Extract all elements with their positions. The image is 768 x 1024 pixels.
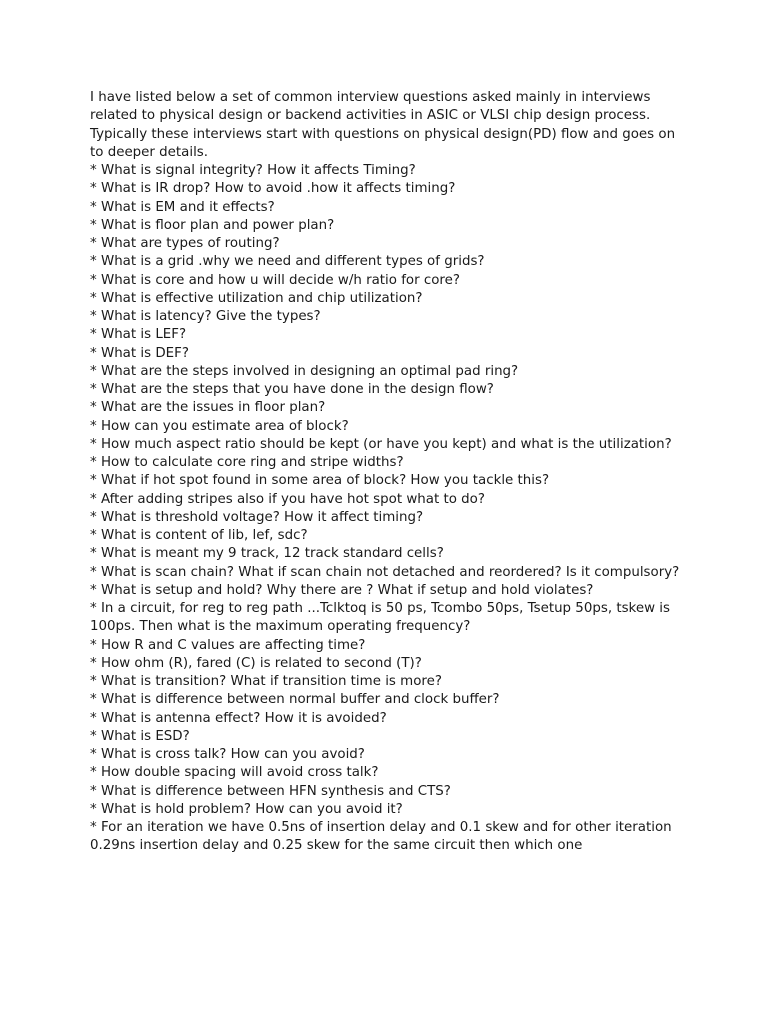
list-item: * What are types of routing? [90, 236, 280, 251]
list-item: * What is cross talk? How can you avoid? [90, 747, 365, 762]
list-item: * How can you estimate area of block? [90, 418, 349, 434]
list-item: * What is difference between normal buffer and clock buffer? [90, 692, 500, 708]
list-item: * What is antenna effect? How it is avoided? [90, 710, 387, 726]
list-item: * What is threshold voltage? How it affect timing? [90, 509, 424, 525]
list-item: * What is content of lib, lef, sdc? [90, 528, 308, 543]
list-item: * What is EM and it effects? [90, 199, 275, 215]
list-item: * What are the steps that you have done in the design flow? [90, 382, 494, 397]
list-item: * After adding stripes also if you have hot spot what to do? [90, 491, 485, 507]
list-item: * What is ESD? [90, 728, 190, 744]
list-item: * What is latency? Give the types? [90, 309, 321, 324]
list-item: * What is setup and hold? Why there are ? What if setup and hold violates? [90, 582, 594, 598]
list-item: * What is transition? What if transition time is more? [90, 674, 442, 689]
list-item: * How to calculate core ring and stripe widths? [90, 455, 404, 470]
list-item: * What if hot spot found in some area of block? How you tackle this? [90, 473, 550, 489]
question-list [90, 162, 690, 856]
list-item: * How much aspect ratio should be kept (or have you kept) and what is the utilization? [90, 436, 672, 452]
list-item: * What is hold problem? How can you avoid it? [90, 801, 403, 817]
list-item: * What are the steps involved in designing an optimal pad ring? [90, 363, 519, 379]
list-item: * What is LEF? [90, 327, 187, 343]
list-item: * What is floor plan and power plan? [90, 217, 335, 233]
list-item: * What is meant my 9 track, 12 track standard cells? [90, 546, 444, 562]
list-item: * What is IR drop? How to avoid .how it affects timing? [90, 181, 456, 197]
intro-paragraph: I have listed below a set of common interview questions asked mainly in interviews related to physical design or backend activities in ASIC or VLSI chip design process. Typically these interviews start with questions on physical design(PD) flow and goes on to deeper details. [90, 90, 676, 160]
list-item: * What is effective utilization and chip utilization? [90, 290, 423, 306]
list-item: * What is a grid .why we need and different types of grids? [90, 254, 485, 270]
list-item: * What is difference between HFN synthesis and CTS? [90, 783, 451, 799]
list-item: * How double spacing will avoid cross talk? [90, 765, 379, 781]
list-item: * How R and C values are affecting time? [90, 637, 366, 653]
document-page [90, 89, 690, 856]
list-item: * What is DEF? [90, 345, 189, 361]
list-item: * What is signal integrity? How it affects Timing? [90, 163, 416, 178]
list-item: * What is scan chain? What if scan chain not detached and reordered? Is it compulsory? [90, 564, 680, 580]
list-item: * What are the issues in floor plan? [90, 400, 326, 416]
list-item: * For an iteration we have 0.5ns of insertion delay and 0.1 skew and for other iteration 0.29ns insertion delay and 0.25 skew for the same circuit then which one [90, 820, 672, 854]
list-item: * What is core and how u will decide w/h ratio for core? [90, 272, 460, 288]
list-item: * In a circuit, for reg to reg path ...Tclktoq is 50 ps, Tcombo 50ps, Tsetup 50ps, tskew is 100ps. Then what is the maximum operating frequency? [90, 601, 670, 635]
list-item: * How ohm (R), fared (C) is related to second (T)? [90, 655, 422, 671]
